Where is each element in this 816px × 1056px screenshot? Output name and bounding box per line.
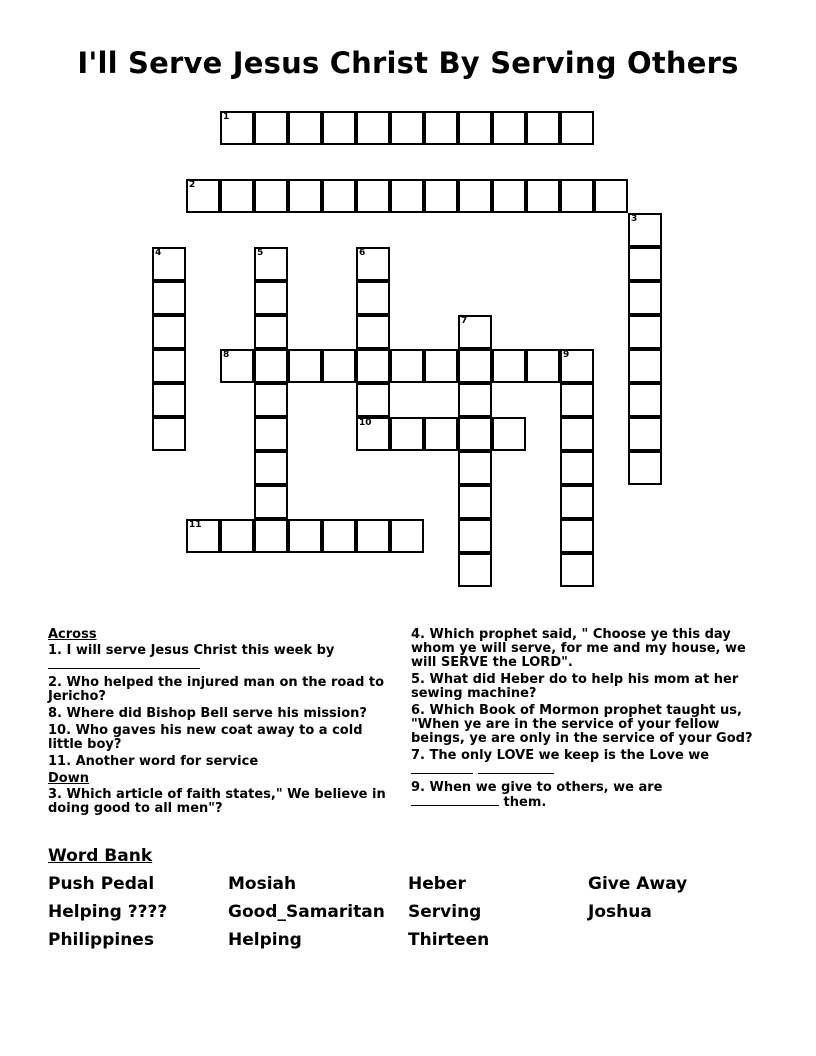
grid-cell[interactable]: [560, 349, 594, 383]
grid-cell[interactable]: [492, 349, 526, 383]
cell-number: 5: [257, 248, 264, 258]
word-bank-item: Give Away: [588, 874, 688, 894]
grid-cell[interactable]: [628, 315, 662, 349]
clue-text: Who helped the injured man on the road to Jericho?: [48, 675, 385, 704]
grid-cell[interactable]: [220, 519, 254, 553]
clue-number: 4.: [411, 627, 425, 642]
clue-number: 8.: [48, 706, 62, 721]
word-bank-item: Push Pedal: [48, 874, 155, 894]
grid-cell[interactable]: [254, 349, 288, 383]
grid-cell[interactable]: [356, 179, 390, 213]
grid-cell[interactable]: [288, 519, 322, 553]
grid-cell[interactable]: [628, 247, 662, 281]
grid-cell[interactable]: [390, 417, 424, 451]
clue-number: 3.: [48, 787, 62, 802]
clue-number: 10.: [48, 723, 72, 738]
grid-cell[interactable]: [322, 349, 356, 383]
grid-cell[interactable]: [390, 349, 424, 383]
grid-cell[interactable]: [254, 179, 288, 213]
grid-cell[interactable]: [594, 179, 628, 213]
grid-cell[interactable]: [254, 315, 288, 349]
grid-cell[interactable]: [628, 213, 662, 247]
grid-cell[interactable]: [356, 247, 390, 281]
clue-across-8: [48, 707, 386, 721]
grid-cell[interactable]: [254, 247, 288, 281]
grid-cell[interactable]: [424, 349, 458, 383]
grid-cell[interactable]: [186, 179, 220, 213]
grid-cell[interactable]: [560, 383, 594, 417]
clues-left-column: [48, 628, 386, 819]
clue-down-5: [411, 673, 771, 701]
puzzle-title: I'll Serve Jesus Christ By Serving Others: [77, 46, 739, 80]
clue-text: Which article of faith states," We believe in doing good to all men"?: [48, 787, 386, 816]
word-bank-item: Philippines: [48, 930, 154, 950]
grid-cell[interactable]: [220, 111, 254, 145]
grid-cell[interactable]: [424, 179, 458, 213]
answer-blank: [411, 763, 473, 774]
clue-text: Another word for service: [75, 754, 259, 769]
cell-number: 9: [563, 350, 570, 360]
clue-number: 5.: [411, 672, 425, 687]
grid-cell[interactable]: [356, 383, 390, 417]
grid-cell[interactable]: [322, 179, 356, 213]
grid-cell[interactable]: [458, 417, 492, 451]
grid-cell[interactable]: [458, 519, 492, 553]
cell-number: 10: [359, 418, 372, 428]
cell-number: 1: [223, 112, 230, 122]
grid-cell[interactable]: [390, 519, 424, 553]
cell-number: 11: [189, 520, 202, 530]
grid-cell[interactable]: [356, 417, 390, 451]
grid-cell[interactable]: [186, 519, 220, 553]
clue-number: 6.: [411, 703, 425, 718]
down-heading: Down: [48, 771, 89, 786]
cell-number: 6: [359, 248, 366, 258]
grid-cell[interactable]: [628, 451, 662, 485]
grid-cell[interactable]: [560, 111, 594, 145]
grid-cell[interactable]: [254, 417, 288, 451]
grid-cell[interactable]: [356, 349, 390, 383]
grid-cell[interactable]: [560, 417, 594, 451]
clue-text: What did Heber do to help his mom at her sewing machine?: [411, 672, 739, 701]
grid-cell[interactable]: [356, 281, 390, 315]
grid-cell[interactable]: [526, 349, 560, 383]
grid-cell[interactable]: [424, 111, 458, 145]
grid-cell[interactable]: [220, 349, 254, 383]
cell-number: 8: [223, 350, 230, 360]
grid-cell[interactable]: [322, 111, 356, 145]
grid-cell[interactable]: [492, 417, 526, 451]
grid-cell[interactable]: [458, 485, 492, 519]
grid-cell[interactable]: [288, 179, 322, 213]
clue-down-9: [411, 781, 771, 810]
grid-cell[interactable]: [526, 111, 560, 145]
answer-blank: [478, 763, 554, 774]
clue-down-6: [411, 704, 771, 746]
across-heading: Across: [48, 627, 97, 642]
grid-cell[interactable]: [560, 451, 594, 485]
grid-cell[interactable]: [152, 417, 186, 451]
cell-number: 7: [461, 316, 468, 326]
grid-cell[interactable]: [254, 383, 288, 417]
word-bank-heading: Word Bank: [48, 846, 153, 866]
grid-cell[interactable]: [356, 111, 390, 145]
grid-cell[interactable]: [152, 383, 186, 417]
cell-number: 2: [189, 180, 196, 190]
clue-down-3: [48, 788, 386, 816]
grid-cell[interactable]: [152, 247, 186, 281]
grid-cell[interactable]: [458, 111, 492, 145]
clue-down-7: [411, 749, 771, 778]
grid-cell[interactable]: [628, 383, 662, 417]
cell-number: 4: [155, 248, 162, 258]
grid-cell[interactable]: [560, 519, 594, 553]
grid-cell[interactable]: [152, 281, 186, 315]
word-bank-item: Helping: [228, 930, 302, 950]
clue-down-4: [411, 628, 771, 670]
clue-text: Who gaves his new coat away to a cold little boy?: [48, 723, 363, 752]
grid-cell[interactable]: [390, 179, 424, 213]
clue-number: 2.: [48, 675, 62, 690]
clue-text: The only LOVE we keep is the Love we: [429, 748, 710, 763]
grid-cell[interactable]: [560, 485, 594, 519]
word-bank-item: Mosiah: [228, 874, 297, 894]
answer-blank: [48, 658, 200, 669]
grid-cell[interactable]: [458, 451, 492, 485]
grid-cell[interactable]: [628, 281, 662, 315]
grid-cell[interactable]: [152, 315, 186, 349]
grid-cell[interactable]: [356, 519, 390, 553]
grid-cell[interactable]: [254, 281, 288, 315]
grid-cell[interactable]: [560, 179, 594, 213]
grid-cell[interactable]: [152, 349, 186, 383]
word-bank-item: Thirteen: [408, 930, 490, 950]
clue-text: Which prophet said, " Choose ye this day whom ye will serve, for me and my house, we will SERVE the LORD".: [411, 627, 746, 670]
clue-number: 7.: [411, 748, 425, 763]
grid-cell[interactable]: [254, 451, 288, 485]
grid-cell[interactable]: [492, 179, 526, 213]
clues-right-column: [411, 628, 771, 813]
word-bank-item: Good_Samaritan: [228, 902, 385, 922]
word-bank-item: Helping ????: [48, 902, 168, 922]
grid-cell[interactable]: [458, 383, 492, 417]
grid-cell[interactable]: [288, 349, 322, 383]
clue-across-1: [48, 644, 386, 673]
clue-text: Where did Bishop Bell serve his mission?: [66, 706, 367, 721]
clue-number: 1.: [48, 643, 62, 658]
clue-text: Which Book of Mormon prophet taught us, "When ye are in the service of your fellow beings, ye are only in the service of your God?: [411, 703, 753, 746]
word-bank-item: Joshua: [588, 902, 652, 922]
clue-number: 9.: [411, 780, 425, 795]
answer-blank: [411, 795, 499, 806]
clue-text: I will serve Jesus Christ this week by: [66, 643, 335, 658]
grid-cell[interactable]: [458, 315, 492, 349]
grid-cell[interactable]: [628, 349, 662, 383]
word-bank-item: Serving: [408, 902, 482, 922]
grid-cell[interactable]: [254, 485, 288, 519]
grid-cell[interactable]: [322, 519, 356, 553]
grid-cell[interactable]: [356, 315, 390, 349]
clue-across-11: [48, 755, 386, 769]
grid-cell[interactable]: [458, 553, 492, 587]
grid-cell[interactable]: [458, 349, 492, 383]
clue-text: When we give to others, we are: [429, 780, 663, 795]
grid-cell[interactable]: [288, 111, 322, 145]
grid-cell[interactable]: [254, 111, 288, 145]
grid-cell[interactable]: [492, 111, 526, 145]
clue-number: 11.: [48, 754, 72, 769]
clue-tail: them.: [503, 795, 547, 810]
clue-across-10: [48, 724, 386, 752]
grid-cell[interactable]: [220, 179, 254, 213]
grid-cell[interactable]: [628, 417, 662, 451]
grid-cell[interactable]: [560, 553, 594, 587]
cell-number: 3: [631, 214, 638, 224]
word-bank-item: Heber: [408, 874, 466, 894]
grid-cell[interactable]: [424, 417, 458, 451]
grid-cell[interactable]: [254, 519, 288, 553]
clue-across-2: [48, 676, 386, 704]
grid-cell[interactable]: [526, 179, 560, 213]
grid-cell[interactable]: [458, 179, 492, 213]
grid-cell[interactable]: [390, 111, 424, 145]
